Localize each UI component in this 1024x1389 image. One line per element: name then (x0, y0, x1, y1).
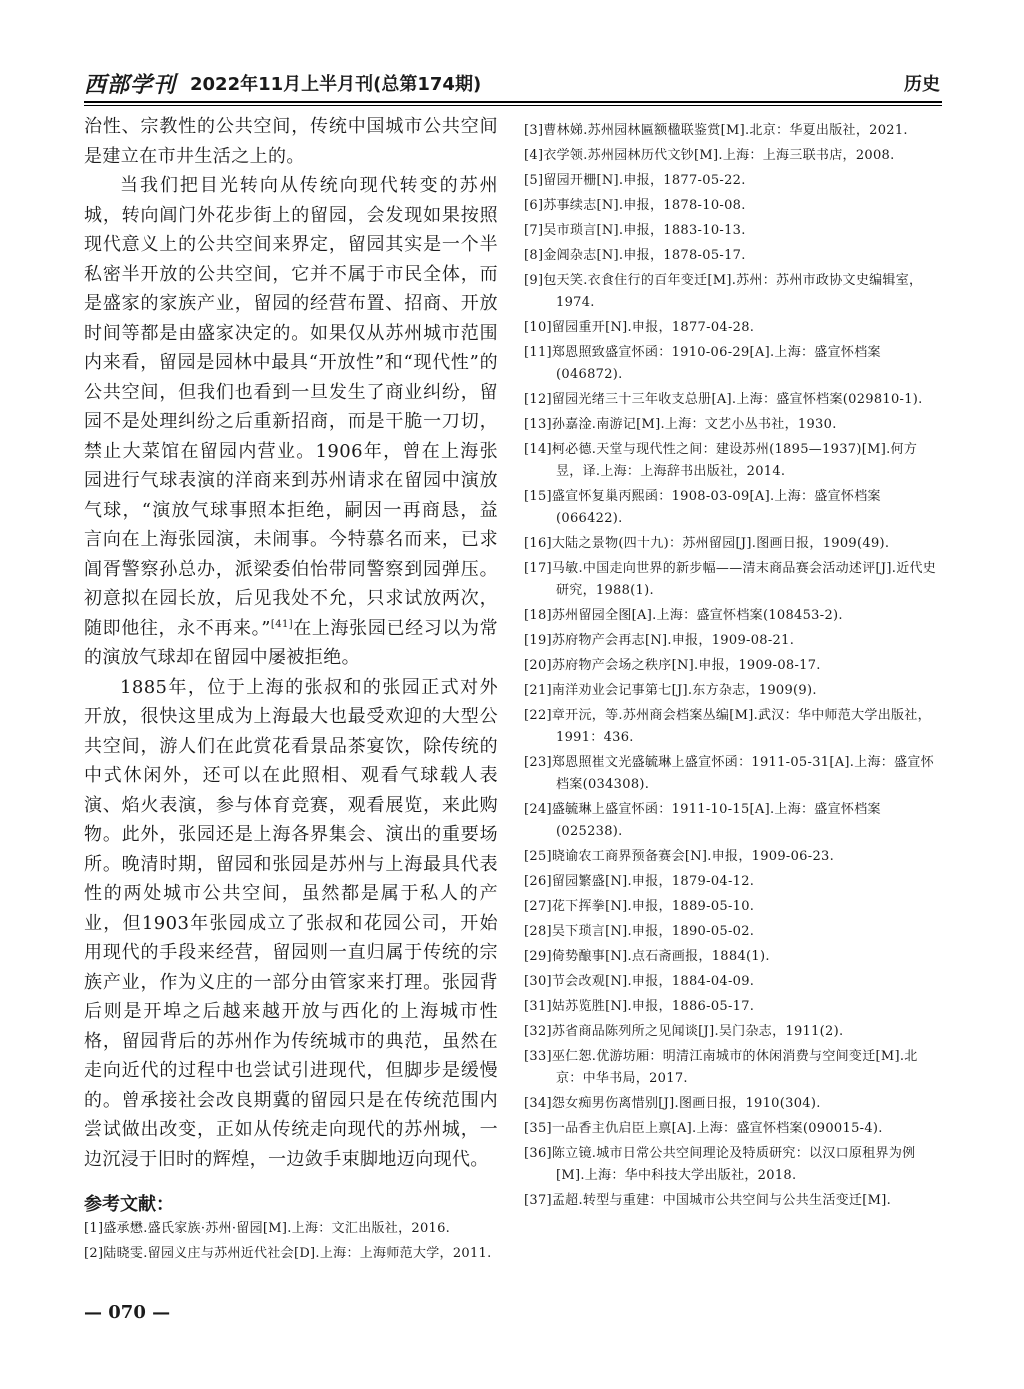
reference-item: [18]苏州留园全图[A].上海：盛宣怀档案(108453-2). (524, 608, 843, 623)
header-rule-thin (84, 105, 942, 106)
reference-item: [1]盛承懋.盛氏家族·苏州·留园[M].上海：文汇出版社，2016. (84, 1221, 451, 1236)
references-left-column (84, 1218, 498, 1268)
reference-item: [34]怨女痴男伤离惜别[J].图画日报，1910(304). (524, 1096, 821, 1111)
reference-item: [26]留园繁盛[N].申报，1879-04-12. (524, 874, 755, 889)
main-text-column (84, 112, 498, 1174)
reference-item: [35]一品香主仇启臣上禀[A].上海：盛宣怀档案(090015-4). (524, 1121, 883, 1136)
reference-item: [14]柯必德.天堂与现代性之间：建设苏州(1895—1937)[M].何方昱，译.上海：上海辞书出版社，2014. (524, 442, 918, 479)
reference-item: [2]陆晓雯.留园义庄与苏州近代社会[D].上海：上海师范大学，2011. (84, 1246, 492, 1261)
reference-item: [3]曹林娣.苏州园林匾额楹联鉴赏[M].北京：华夏出版社，2021. (524, 123, 908, 138)
reference-item: [19]苏府物产会再志[N].申报，1909-08-21. (524, 633, 795, 648)
reference-item: [4]衣学领.苏州园林历代文钞[M].上海：上海三联书店，2008. (524, 148, 895, 163)
reference-item: [16]大陆之景物(四十九)：苏州留园[J].图画日报，1909(49). (524, 536, 890, 551)
reference-item: [15]盛宣怀复巢丙熙函：1908-03-09[A].上海：盛宣怀档案(066422). (524, 489, 881, 526)
issue-info: 2022年11月上半月刊(总第174期) (190, 74, 482, 95)
reference-item: [17]马敏.中国走向世界的新步幅——清末商品赛会活动述评[J].近代史研究，1988(1). (524, 561, 937, 598)
paragraph-text: 在上海张园已经习以为常的演放气球却在留园中屡被拒绝。 (84, 617, 498, 668)
reference-item: [5]留园开栅[N].申报，1877-05-22. (524, 173, 746, 188)
reference-item: [30]节会改观[N].申报，1884-04-09. (524, 974, 755, 989)
reference-item: [9]包天笑.衣食住行的百年变迁[M].苏州：苏州市政协文史编辑室，1974. (524, 273, 923, 310)
reference-item: [27]花下挥拳[N].申报，1889-05-10. (524, 899, 755, 914)
reference-item: [24]盛毓琳上盛宣怀函：1911-10-15[A].上海：盛宣怀档案(025238). (524, 802, 881, 839)
references-right-column (524, 120, 942, 1215)
reference-item: [29]倚势酿事[N].点石斋画报，1884(1). (524, 949, 770, 964)
section-title: 历史 (904, 74, 940, 95)
journal-logo: 西部学刊 (84, 72, 177, 98)
citation-mark[interactable]: [41] (270, 618, 294, 630)
reference-item: [10]留园重开[N].申报，1877-04-28. (524, 320, 755, 335)
reference-item: [31]姑苏览胜[N].申报，1886-05-17. (524, 999, 755, 1014)
reference-item: [13]孙嘉淦.南游记[M].上海：文艺小丛书社，1930. (524, 417, 837, 432)
body-paragraph (84, 171, 498, 673)
body-paragraph: 治性、宗教性的公共空间，传统中国城市公共空间是建立在市井生活之上的。 (84, 116, 498, 167)
paragraph-text: 当我们把目光转向从传统向现代转变的苏州城，转向阊门外花步街上的留园，会发现如果按照现代意义上的公共空间来界定，留园其实是一个半私密半开放的公共空间，它并不属于市民全体，而是盛家的家族产业，留园的经营布置、招商、开放时间等都是由盛家决定的。如果仅从苏州城市范围内来看，留园是园林中最具“开放性”和“现代性”的公共空间，但我们也看到一旦发生了商业纠纷，留园不是处理纠纷之后重新招商，而是干脆一刀切，禁止大菜馆在留园内营业。1906年，曾在上海张园进行气球表演的洋商来到苏州请求在留园中演放气球，“演放气球事照本拒绝，嗣因一再商恳，益言向在上海张园演，未闹事。今特慕名而来，已求阊胥警察孙总办，派梁委伯怡带同警察到园弹压。初意拟在园长放，后见我处不允，只求试放两次，随即他往，永不再来。” (84, 175, 498, 639)
reference-item: [7]吴市琐言[N].申报，1883-10-13. (524, 223, 746, 238)
reference-item: [33]巫仁恕.优游坊厢：明清江南城市的休闲消费与空间变迁[M].北京：中华书局，2017. (524, 1049, 918, 1086)
reference-item: [23]郑恩照崔文光盛毓琳上盛宣怀函：1911-05-31[A].上海：盛宣怀档案(034308). (524, 755, 935, 792)
reference-item: [12]留园光绪三十三年收支总册[A].上海：盛宣怀档案(029810-1). (524, 392, 923, 407)
reference-item: [21]南洋劝业会记事第七[J].东方杂志，1909(9). (524, 683, 817, 698)
reference-item: [6]苏事续志[N].申报，1878-10-08. (524, 198, 746, 213)
reference-item: [28]吴下琐言[N].申报，1890-05-02. (524, 924, 755, 939)
reference-item: [37]孟超.转型与重建：中国城市公共空间与公共生活变迁[M]. (524, 1193, 892, 1208)
reference-item: [11]郑恩照致盛宣怀函：1910-06-29[A].上海：盛宣怀档案(046872). (524, 345, 881, 382)
reference-item: [20]苏府物产会场之秩序[N].申报，1909-08-17. (524, 658, 821, 673)
reference-item: [22]章开沅，等.苏州商会档案丛编[M].武汉：华中师范大学出版社，1991：436. (524, 708, 931, 745)
reference-item: [8]金阊杂志[N].申报，1878-05-17. (524, 248, 746, 263)
header-rule (84, 101, 942, 103)
body-paragraph: 1885年，位于上海的张叔和的张园正式对外开放，很快这里成为上海最大也最受欢迎的大型公共空间，游人们在此赏花看景品茶宴饮，除传统的中式休闲外，还可以在此照相、观看气球载人表演、焰火表演，参与体育竞赛，观看展览，来此购物。此外，张园还是上海各界集会、演出的重要场所。晚清时期，留园和张园是苏州与上海最具代表性的两处城市公共空间，虽然都是属于私人的产业，但1903年张园成立了张叔和花园公司，开始用现代的手段来经营，留园则一直归属于传统的宗族产业，作为义庄的一部分由管家来打理。张园背后则是开埠之后越来越开放与西化的上海城市性格，留园背后的苏州作为传统城市的典范，虽然在走向近代的过程中也尝试引进现代，但脚步是缓慢的。曾承接社会改良期冀的留园只是在传统范围内尝试做出改变，正如从传统走向现代的苏州城，一边沉浸于旧时的辉煌，一边敛手束脚地迈向现代。 (84, 676, 498, 1170)
reference-item: [32]苏省商品陈列所之见闻谈[J].吴门杂志，1911(2). (524, 1024, 844, 1039)
reference-item: [25]晓谕农工商界预备赛会[N].申报，1909-06-23. (524, 849, 835, 864)
reference-item: [36]陈立镜.城市日常公共空间理论及特质研究：以汉口原租界为例[M].上海：华中科技大学出版社，2018. (524, 1146, 916, 1183)
running-header (84, 62, 942, 98)
references-heading: 参考文献： (84, 1194, 174, 1215)
page-number: — 070 — (84, 1302, 171, 1323)
